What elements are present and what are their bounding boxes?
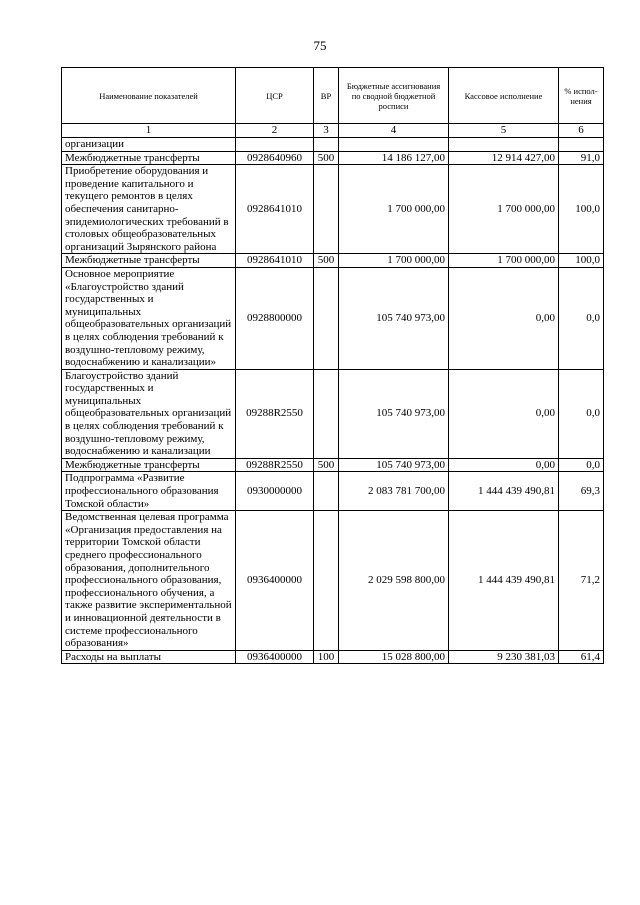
column-number: 5 [449, 124, 559, 138]
header-budget: Бюджетные ассигнования по сводной бюджетной росписи [339, 68, 449, 124]
row-percent: 100,0 [559, 254, 604, 268]
row-cash: 0,00 [449, 458, 559, 472]
row-name: Благоустройство зданий государственных и муниципальных общеобразовательных организаций в целях соблюдения требований к воздушно-тепловому режиму, водоснабжению и канализации [62, 369, 236, 458]
budget-table [61, 67, 604, 664]
row-budget: 1 700 000,00 [339, 165, 449, 254]
row-csr: 09288R2550 [236, 458, 314, 472]
row-name: Межбюджетные трансферты [62, 458, 236, 472]
row-name: Ведомственная целевая программа «Организация предоставления на территории Томской области среднего профессионального образования, дополнительного профессионального образования, профессионального обучения, а также развитие экспериментальной и инновационной деятельности в системе профессионального образования» [62, 511, 236, 651]
row-cash: 0,00 [449, 369, 559, 458]
row-csr: 0930000000 [236, 472, 314, 511]
row-cash [449, 138, 559, 152]
row-csr: 0928640960 [236, 151, 314, 165]
row-name: Подпрограмма «Развитие профессионального образования Томской области» [62, 472, 236, 511]
row-vr: 500 [314, 458, 339, 472]
row-budget: 105 740 973,00 [339, 267, 449, 369]
column-number: 2 [236, 124, 314, 138]
table-row [62, 138, 604, 152]
row-budget: 15 028 800,00 [339, 650, 449, 664]
row-vr [314, 472, 339, 511]
column-number-row [62, 124, 604, 138]
column-number: 3 [314, 124, 339, 138]
row-budget: 2 083 781 700,00 [339, 472, 449, 511]
row-vr [314, 511, 339, 651]
row-csr: 0936400000 [236, 511, 314, 651]
row-cash: 12 914 427,00 [449, 151, 559, 165]
row-budget: 2 029 598 800,00 [339, 511, 449, 651]
header-name: Наименование показателей [62, 68, 236, 124]
row-vr [314, 369, 339, 458]
row-percent: 91,0 [559, 151, 604, 165]
row-cash: 1 700 000,00 [449, 165, 559, 254]
column-number: 1 [62, 124, 236, 138]
row-percent: 61,4 [559, 650, 604, 664]
row-vr [314, 138, 339, 152]
row-csr: 0928641010 [236, 254, 314, 268]
row-vr [314, 165, 339, 254]
row-name: Приобретение оборудования и проведение капитального и текущего ремонтов в целях обеспечения санитарно-эпидемиологических требований в столовых общеобразовательных организаций Зырянского района [62, 165, 236, 254]
table-row [62, 472, 604, 511]
table-row [62, 165, 604, 254]
row-name: организации [62, 138, 236, 152]
row-budget: 105 740 973,00 [339, 458, 449, 472]
table-row [62, 369, 604, 458]
row-csr: 0936400000 [236, 650, 314, 664]
row-budget: 1 700 000,00 [339, 254, 449, 268]
table-row [62, 458, 604, 472]
row-vr: 500 [314, 254, 339, 268]
row-name: Расходы на выплаты [62, 650, 236, 664]
table-row [62, 254, 604, 268]
row-budget [339, 138, 449, 152]
row-csr: 0928641010 [236, 165, 314, 254]
row-csr: 0928800000 [236, 267, 314, 369]
row-cash: 0,00 [449, 267, 559, 369]
row-vr: 100 [314, 650, 339, 664]
table-row [62, 267, 604, 369]
header-cash: Кассовое исполнение [449, 68, 559, 124]
row-percent: 69,3 [559, 472, 604, 511]
row-name: Основное мероприятие «Благоустройство зданий государственных и муниципальных общеобразовательных организаций в целях соблюдения требований к воздушно-тепловому режиму, водоснабжению и канализации» [62, 267, 236, 369]
column-number: 4 [339, 124, 449, 138]
row-percent: 71,2 [559, 511, 604, 651]
row-percent: 0,0 [559, 458, 604, 472]
table-row [62, 151, 604, 165]
row-name: Межбюджетные трансферты [62, 151, 236, 165]
row-cash: 1 444 439 490,81 [449, 472, 559, 511]
row-budget: 14 186 127,00 [339, 151, 449, 165]
row-percent: 0,0 [559, 369, 604, 458]
header-row [62, 68, 604, 124]
column-number: 6 [559, 124, 604, 138]
row-budget: 105 740 973,00 [339, 369, 449, 458]
row-csr: 09288R2550 [236, 369, 314, 458]
row-name: Межбюджетные трансферты [62, 254, 236, 268]
header-percent: % испол-нения [559, 68, 604, 124]
header-vr: ВР [314, 68, 339, 124]
page-number: 75 [313, 38, 327, 53]
row-cash: 9 230 381,03 [449, 650, 559, 664]
table-row [62, 511, 604, 651]
row-percent [559, 138, 604, 152]
table-row [62, 650, 604, 664]
row-cash: 1 444 439 490,81 [449, 511, 559, 651]
row-percent: 0,0 [559, 267, 604, 369]
header-csr: ЦСР [236, 68, 314, 124]
row-vr: 500 [314, 151, 339, 165]
row-percent: 100,0 [559, 165, 604, 254]
row-cash: 1 700 000,00 [449, 254, 559, 268]
row-vr [314, 267, 339, 369]
row-csr [236, 138, 314, 152]
